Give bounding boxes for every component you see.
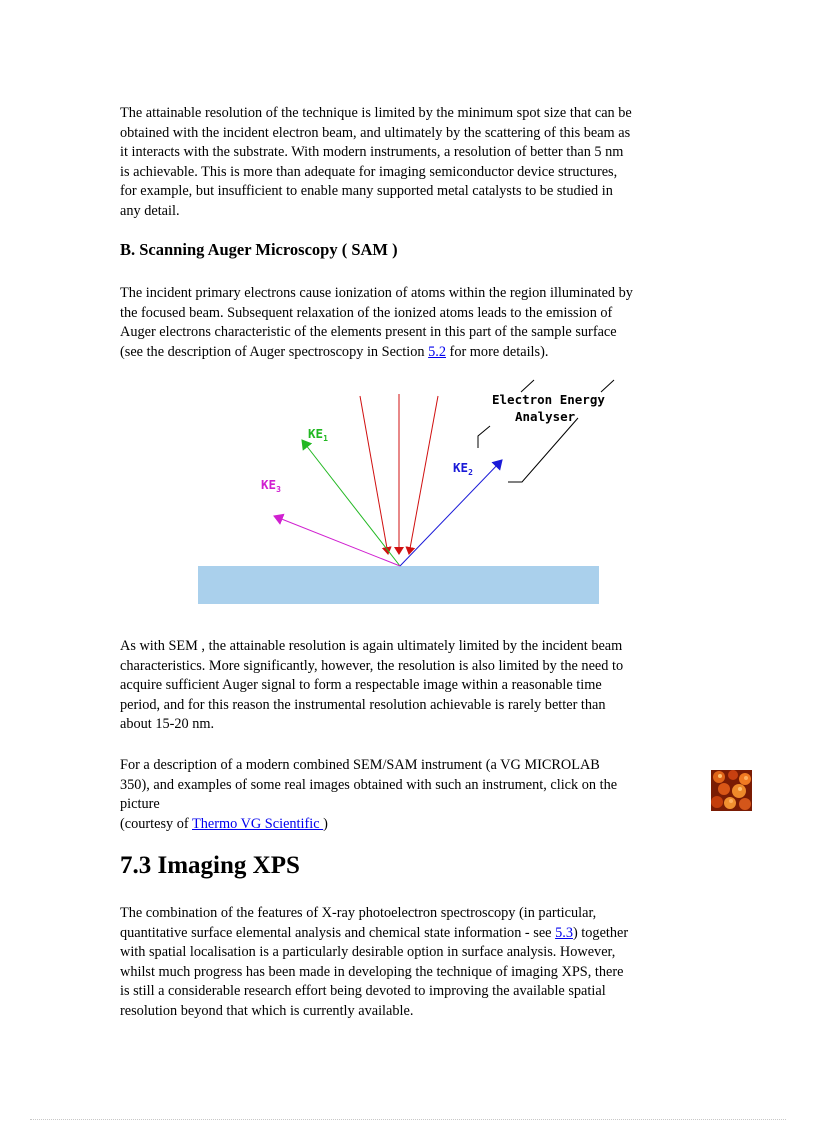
incident-beam-left <box>360 396 388 554</box>
incident-beam-right <box>409 396 438 554</box>
ke1-electron-arrow <box>302 440 400 566</box>
text-line: is achievable. This is more than adequate for imaging semiconductor device structures, <box>120 163 618 180</box>
text-line: obtained with the incident electron beam, and ultimately by the scattering of this beam as <box>120 124 631 141</box>
text-line: with spatial localisation is a particularly desirable option in surface analysis. However, <box>120 944 616 961</box>
section-5-3-link[interactable]: 5.3 <box>555 924 573 941</box>
thermo-vg-scientific-link[interactable]: Thermo VG Scientific <box>192 815 324 832</box>
imaging-xps-paragraph <box>120 904 628 1022</box>
text-line: picture <box>120 796 160 813</box>
text-line: is still a considerable research effort being devoted to improving the available spatial <box>120 983 606 1000</box>
text-fragment: ) <box>323 815 328 832</box>
text-line: characteristics. More significantly, however, the resolution is also limited by the need to <box>120 657 624 674</box>
text-line: for example, but insufficient to enable many supported metal catalysts to be studied in <box>120 183 613 200</box>
page-bottom-divider <box>30 1119 786 1120</box>
text-line: resolution beyond that which is currently available. <box>120 1002 414 1019</box>
sam-resolution-paragraph <box>120 637 623 735</box>
text-line <box>120 815 617 835</box>
text-fragment: (see the description of Auger spectroscopy in Section <box>120 343 429 360</box>
resolution-paragraph <box>120 104 632 222</box>
text-fragment: for more details). <box>445 343 549 360</box>
imaging-xps-heading: 7.3 Imaging XPS <box>120 852 300 879</box>
text-line: the focused beam. Subsequent relaxation of the ionized atoms leads to the emission of <box>120 304 613 321</box>
text-line: The incident primary electrons cause ionization of atoms within the region illuminated by <box>120 285 633 301</box>
text-fragment: quantitative surface elemental analysis and chemical state information - see <box>120 924 556 941</box>
ke2-electron-arrow <box>400 460 502 566</box>
text-line: 350), and examples of some real images obtained with such an instrument, click on the <box>120 776 618 793</box>
text-fragment: ) together <box>572 924 629 941</box>
sam-heading: B. Scanning Auger Microscopy ( SAM ) <box>120 240 398 259</box>
sem-sam-image-thumbnail[interactable] <box>711 770 752 811</box>
text-line: whilst much progress has been made in developing the technique of imaging XPS, there <box>120 963 624 980</box>
text-line: For a description of a modern combined SEM/SAM instrument (a VG MICROLAB <box>120 757 600 773</box>
text-line: The attainable resolution of the technique is limited by the minimum spot size that can be <box>120 105 632 121</box>
section-5-2-link[interactable]: 5.2 <box>428 343 446 360</box>
instrument-paragraph <box>120 756 617 834</box>
text-fragment: (courtesy of <box>120 815 192 832</box>
analyser-label-line2: Analyser <box>515 409 576 424</box>
text-line: acquire sufficient Auger signal to form a respectable image within a reasonable time <box>120 677 602 694</box>
ke1-label: $KE_1$ <box>308 426 328 443</box>
text-line: period, and for this reason the instrumental resolution achievable is rarely better than <box>120 696 606 713</box>
ke3-label: $KE_3$ <box>261 477 281 494</box>
ke2-label: $KE_2$ <box>453 460 473 477</box>
text-line: As with SEM , the attainable resolution is again ultimately limited by the incident beam <box>120 638 623 654</box>
text-line <box>120 343 633 363</box>
auger-emission-diagram <box>180 372 620 608</box>
text-line: Auger electrons characteristic of the elements present in this part of the sample surface <box>120 324 617 341</box>
text-line: about 15-20 nm. <box>120 716 215 733</box>
sample-surface <box>198 566 599 604</box>
analyser-label-line1: Electron Energy <box>492 392 605 407</box>
text-line: The combination of the features of X-ray photoelectron spectroscopy (in particular, <box>120 905 597 921</box>
text-line: any detail. <box>120 202 180 219</box>
text-line: it interacts with the substrate. With modern instruments, a resolution of better than 5 nm <box>120 144 624 161</box>
text-line <box>120 924 628 944</box>
sam-paragraph <box>120 284 633 362</box>
